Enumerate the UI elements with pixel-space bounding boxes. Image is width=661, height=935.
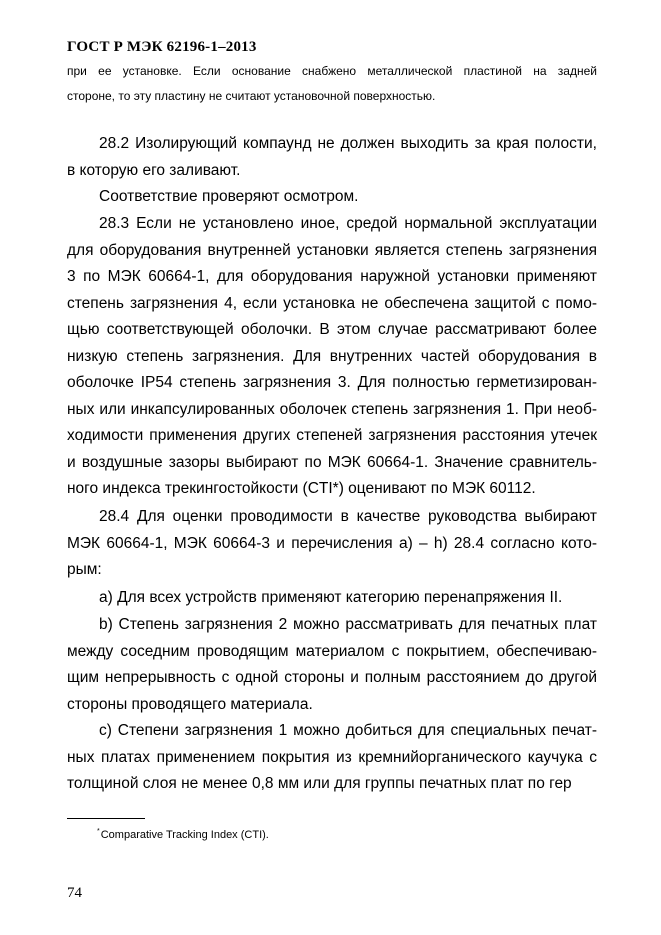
footnote-text: Comparative Tracking Index (CTI). xyxy=(100,829,269,841)
text-line: рым: xyxy=(67,561,102,578)
text-line: Соответствие проверяют осмотром. xyxy=(99,188,359,205)
footnote-separator xyxy=(67,818,145,819)
text-line: толщиной слоя не менее 0,8 мм или для группы печатных плат по гер xyxy=(67,775,572,792)
text-line: стороны проводящего материала. xyxy=(67,695,313,713)
list-item-b xyxy=(67,612,597,718)
continuation-line-2: стороне, то эту пластину не считают установочной поверхностью. xyxy=(67,89,436,103)
text-line: степень загрязнения 4, если установка не обеспечена защитой с помо- xyxy=(67,294,597,312)
list-item-c xyxy=(67,718,597,798)
text-line: 28.3 Если не установлено иное, средой нормальной эксплуатации xyxy=(99,215,597,232)
text-line: ных или инкапсулированных оболочек степень загрязнения 1. При необ- xyxy=(67,400,597,418)
text-line: 28.4 Для оценки проводимости в качестве руководства выбирают xyxy=(99,508,597,525)
text-line: между соседним проводящим материалом с покрытием, обеспечиваю- xyxy=(67,642,597,660)
text-line: b) Степень загрязнения 2 можно рассматривать для печатных плат xyxy=(99,616,597,633)
list-item-a xyxy=(67,585,597,612)
footnote-marker: * xyxy=(97,828,100,835)
text-line: c) Степени загрязнения 1 можно добиться для специальных печат- xyxy=(99,722,597,739)
text-line: 28.2 Изолирующий компаунд не должен выходить за края полости, xyxy=(99,135,597,152)
text-line: и воздушные зазоры выбирают по МЭК 60664-1. Значение сравнитель- xyxy=(67,453,597,471)
compliance-statement xyxy=(67,184,597,211)
text-line: ного индекса трекингостойкости (CTI*) оценивают по МЭК 60112. xyxy=(67,480,536,497)
footnote xyxy=(97,828,269,841)
text-line: щью соответствующей оболочки. В этом случае рассматривают более xyxy=(67,321,597,338)
text-line: для оборудования внутренней установки является степень загрязнения xyxy=(67,241,597,259)
text-line: ходимости применения других степеней загрязнения расстояния утечек xyxy=(67,427,597,444)
document-header: ГОСТ Р МЭК 62196-1–2013 xyxy=(67,39,257,55)
text-line: щим непрерывность с одной стороны и полным расстоянием до другой xyxy=(67,669,597,686)
text-line: a) Для всех устройств применяют категорию перенапряжения II. xyxy=(99,589,563,606)
paragraph-28-3 xyxy=(67,211,597,503)
page-number: 74 xyxy=(67,885,82,901)
text-line: низкую степень загрязнения. Для внутренних частей оборудования в xyxy=(67,347,597,365)
paragraph-28-2 xyxy=(67,131,597,184)
text-line: ных платах применением покрытия из кремнийорганического каучука с xyxy=(67,748,597,766)
text-line: 3 по МЭК 60664-1, для оборудования наружной установки применяют xyxy=(67,268,597,285)
text-line: в которую его заливают. xyxy=(67,161,241,179)
text-line: оболочке IP54 степень загрязнения 3. Для полностью герметизирован- xyxy=(67,374,597,391)
text-line: МЭК 60664-1, МЭК 60664-3 и перечисления a) – h) 28.4 согласно кото- xyxy=(67,534,597,552)
paragraph-28-4 xyxy=(67,504,597,584)
continuation-line-1: при ее установке. Если основание снабжено металлической пластиной на задней xyxy=(67,64,597,78)
